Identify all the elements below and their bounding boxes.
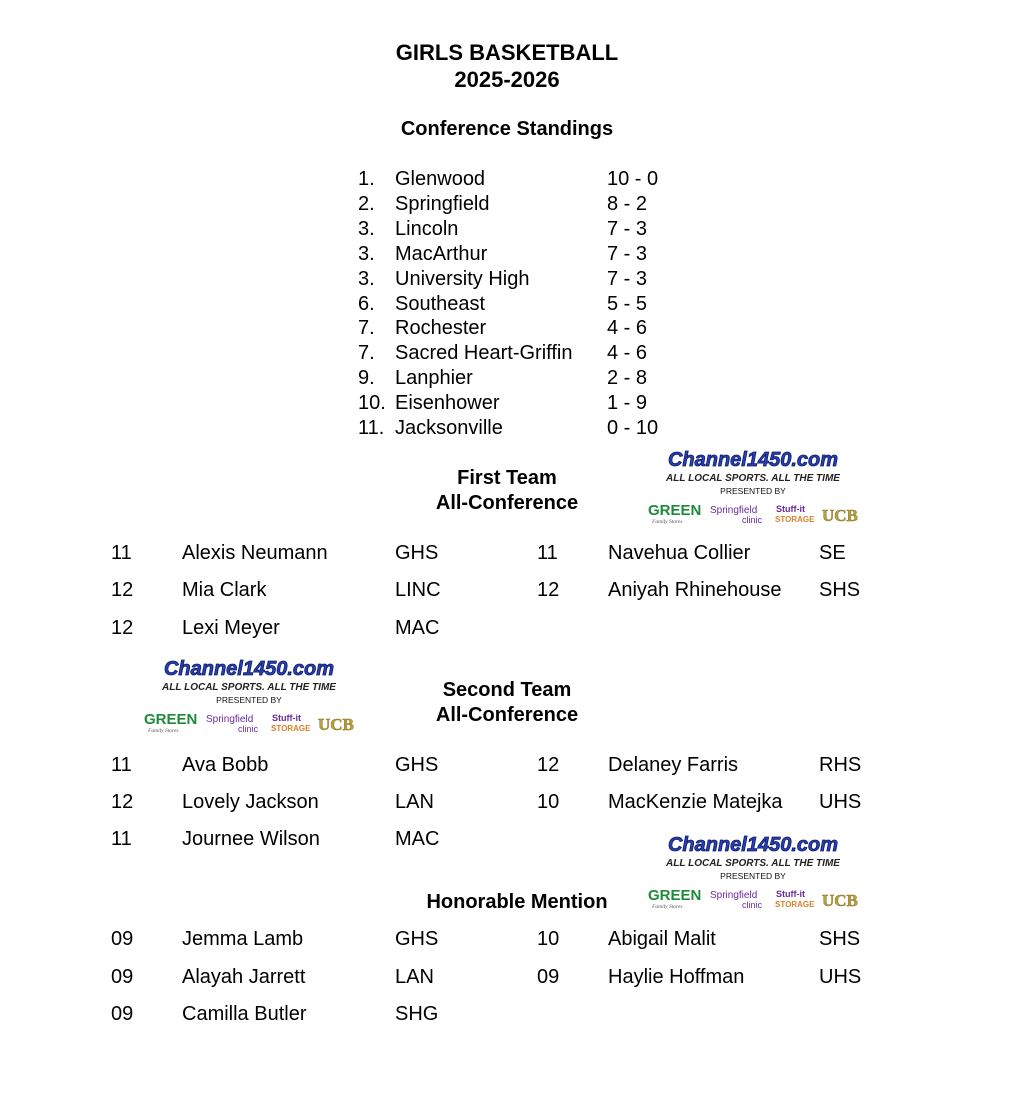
player-grade: 09 (537, 966, 560, 988)
standings-rank: 7. (358, 342, 375, 365)
player-school: RHS (819, 754, 862, 776)
player-school: GHS (395, 542, 439, 564)
standings-record: 0 - 10 (607, 417, 659, 439)
player-name: Camilla Butler (182, 1003, 307, 1025)
player-name: Lexi Meyer (182, 617, 280, 639)
logo-tagline: ALL LOCAL SPORTS. ALL THE TIME (666, 858, 840, 869)
sponsor-ucb: UCB (822, 506, 858, 525)
sponsor-stuffit: Stuff-it (776, 504, 805, 514)
first-team-subtitle: All-Conference (435, 492, 579, 514)
sponsor-green: GREEN (648, 502, 702, 519)
sponsor-clinic: clinic (238, 724, 259, 734)
logo-presented-by: PRESENTED BY (720, 871, 786, 881)
sponsor-clinic: clinic (742, 900, 763, 910)
standings-team: Sacred Heart-Griffin (395, 342, 573, 365)
standings-record: 2 - 8 (607, 367, 648, 390)
player-school: UHS (819, 791, 862, 813)
standings-team: Rochester (395, 317, 487, 340)
logo-tagline: ALL LOCAL SPORTS. ALL THE TIME (666, 473, 840, 484)
player-name: MacKenzie Matejka (608, 791, 783, 813)
player-grade: 11 (537, 542, 558, 564)
player-school: MAC (395, 828, 440, 850)
standings-team: Jacksonville (395, 417, 503, 439)
standings-rank: 6. (358, 292, 375, 315)
standings-record: 5 - 5 (607, 292, 648, 315)
player-grade: 12 (111, 791, 134, 813)
player-school: UHS (819, 966, 862, 988)
player-grade: 11 (111, 828, 132, 850)
sponsor-springfield: Springfield (710, 505, 758, 516)
logo-presented-by: PRESENTED BY (216, 695, 282, 705)
standings-record: 7 - 3 (607, 242, 648, 265)
standings-rank: 3. (358, 242, 375, 265)
sponsor-green: GREEN (144, 711, 198, 728)
standings-title: Conference Standings (400, 118, 614, 140)
standings-rank: 1. (358, 168, 375, 190)
player-name: Mia Clark (182, 579, 267, 601)
standings-team: Southeast (395, 292, 486, 315)
player-grade: 10 (537, 791, 560, 813)
player-school: SE (819, 542, 846, 564)
logo-brand: Channel1450.com (667, 449, 839, 471)
sponsor-storage: STORAGE (775, 515, 815, 524)
player-grade: 11 (111, 542, 132, 564)
sponsor-stuffit: Stuff-it (776, 889, 805, 899)
season: 2025-2026 (454, 67, 560, 92)
player-name: Alayah Jarrett (182, 966, 306, 988)
sponsor-green-sub: Family Stores (148, 728, 179, 734)
logo-presented-by: PRESENTED BY (720, 486, 786, 496)
standings-rank: 10. (358, 392, 386, 415)
sponsor-stuffit: Stuff-it (272, 713, 301, 723)
player-school: GHS (395, 754, 439, 776)
player-grade: 12 (111, 617, 134, 639)
player-grade: 09 (111, 966, 134, 988)
sponsor-green: GREEN (648, 887, 702, 904)
player-grade: 12 (537, 579, 560, 601)
player-grade: 12 (111, 579, 134, 601)
player-grade: 09 (111, 1003, 134, 1025)
player-name: Jemma Lamb (182, 928, 304, 950)
player-school: SHS (819, 579, 861, 601)
standings-rank: 7. (358, 317, 375, 340)
player-school: GHS (395, 928, 439, 950)
standings-record: 7 - 3 (607, 267, 648, 290)
channel1450-logo-graphic (630, 449, 876, 527)
logo-tagline: ALL LOCAL SPORTS. ALL THE TIME (162, 682, 336, 693)
second-team-subtitle: All-Conference (435, 704, 579, 726)
player-name: Ava Bobb (182, 754, 269, 776)
second-team-title: Second Team (442, 679, 572, 701)
sponsor-springfield: Springfield (710, 890, 758, 901)
standings-team: University High (395, 267, 530, 290)
player-name: Abigail Malit (608, 928, 716, 950)
player-school: SHS (819, 928, 861, 950)
player-name: Navehua Collier (608, 542, 751, 564)
player-school: LAN (395, 966, 434, 988)
sponsor-green-sub: Family Stores (652, 904, 683, 910)
player-name: Journee Wilson (182, 828, 320, 850)
standings-team: Lincoln (395, 217, 459, 240)
player-grade: 10 (537, 928, 560, 950)
logo-brand: Channel1450.com (667, 834, 839, 856)
sponsor-logo (630, 449, 876, 527)
standings-team: MacArthur (395, 242, 488, 265)
standings-rank: 3. (358, 267, 375, 290)
first-team-title: First Team (457, 467, 557, 489)
standings-rank: 11. (358, 417, 385, 439)
sponsor-storage: STORAGE (775, 900, 815, 909)
honorable-mention-title: Honorable Mention (426, 891, 608, 913)
sponsor-ucb: UCB (822, 891, 858, 910)
sponsor-ucb: UCB (318, 715, 354, 734)
standings-record: 4 - 6 (607, 317, 648, 340)
standings-team: Springfield (395, 192, 490, 215)
standings-rank: 2. (358, 192, 375, 215)
player-school: SHG (395, 1003, 439, 1025)
page-title: GIRLS BASKETBALL (395, 40, 619, 65)
player-name: Alexis Neumann (182, 542, 328, 564)
player-school: LINC (395, 579, 441, 601)
standings-team: Lanphier (395, 367, 473, 390)
standings-record: 8 - 2 (607, 192, 648, 215)
player-grade: 09 (111, 928, 134, 950)
standings-record: 4 - 6 (607, 342, 648, 365)
standings-rank: 9. (358, 367, 375, 390)
logo-brand: Channel1450.com (163, 658, 335, 680)
player-name: Aniyah Rhinehouse (608, 579, 782, 601)
standings-record: 1 - 9 (607, 392, 648, 415)
sponsor-storage: STORAGE (271, 724, 311, 733)
standings-record: 10 - 0 (607, 168, 659, 190)
player-name: Haylie Hoffman (608, 966, 745, 988)
standings-rank: 3. (358, 217, 375, 240)
sponsor-green-sub: Family Stores (652, 519, 683, 525)
sponsor-clinic: clinic (742, 515, 763, 525)
standings-team: Glenwood (395, 168, 486, 190)
player-grade: 12 (537, 754, 560, 776)
player-school: MAC (395, 617, 440, 639)
player-name: Lovely Jackson (182, 791, 319, 813)
player-grade: 11 (111, 754, 132, 776)
standings-record: 7 - 3 (607, 217, 648, 240)
sponsor-springfield: Springfield (206, 714, 254, 725)
player-school: LAN (395, 791, 434, 813)
player-name: Delaney Farris (608, 754, 739, 776)
standings-team: Eisenhower (395, 392, 500, 415)
